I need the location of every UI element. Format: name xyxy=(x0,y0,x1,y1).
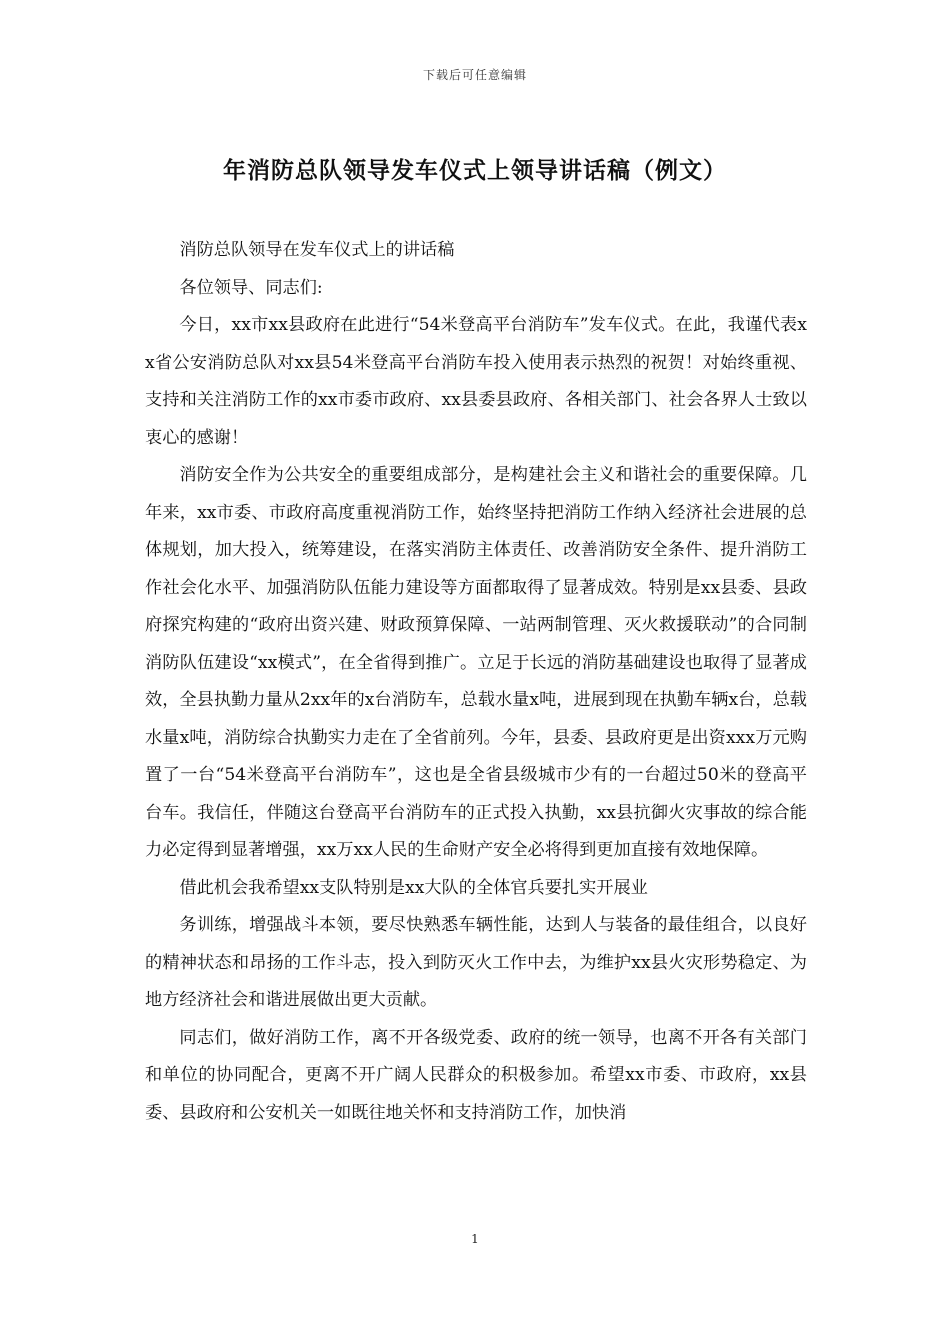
paragraph: 务训练，增强战斗本领，要尽快熟悉车辆性能，达到人与装备的最佳组合，以良好的精神状态和昂扬的工作斗志，投入到防灭火工作中去，为维护xx县火灾形势稳定、为地方经济社会和谐进展做出更大贡献。 xyxy=(145,915,807,1010)
page-number: 1 xyxy=(471,1232,479,1246)
paragraph: 借此机会我希望xx支队特别是xx大队的全体官兵要扎实开展业 xyxy=(179,877,648,898)
paragraph: 同志们，做好消防工作，离不开各级党委、政府的统一领导，也离不开各有关部门和单位的协同配合，更离不开广阔人民群众的积极参加。希望xx市委、市政府，xx县委、县政府和公安机关一如既往地关怀和支持消防工作，加快消 xyxy=(145,1027,807,1123)
document-body xyxy=(145,232,807,1132)
paragraph: 消防安全作为公共安全的重要组成部分，是构建社会主义和谐社会的重要保障。几年来，xx市委、市政府高度重视消防工作，始终坚持把消防工作纳入经济社会进展的总体规划，加大投入，统筹建设，在落实消防主体责任、改善消防安全条件、提升消防工作社会化水平、加强消防队伍能力建设等方面都取得了显著成效。特别是xx县委、县政府探究构建的“政府出资兴建、财政预算保障、一站两制管理、灭火救援联动”的合同制消防队伍建设“xx模式”，在全省得到推广。立足于长远的消防基础建设也取得了显著成效，全县执勤力量从2xx年的x台消防车，总载水量x吨，进展到现在执勤车辆x台，总载水量x吨，消防综合执勤实力走在了全省前列。今年，县委、县政府更是出资xxx万元购置了一台“54米登高平台消防车”，这也是全省县级城市少有的一台超过50米的登高平台车。我信任，伴随这台登高平台消防车的正式投入执勤，xx县抗御火灾事故的综合能力必定得到显著增强，xx万xx人民的生命财产安全必将得到更加直接有效地保障。 xyxy=(145,465,807,860)
document-title: 年消防总队领导发车仪式上领导讲话稿（例文） xyxy=(223,158,727,184)
header-note: 下载后可任意编辑 xyxy=(422,68,527,82)
paragraph: 今日，xx市xx县政府在此进行“54米登高平台消防车”发车仪式。在此，我谨代表xx省公安消防总队对xx县54米登高平台消防车投入使用表示热烈的祝贺！对始终重视、支持和关注消防工作的xx市委市政府、xx县委县政府、各相关部门、社会各界人士致以衷心的感谢！ xyxy=(145,315,807,448)
paragraph-salutation: 各位领导、同志们: xyxy=(179,277,323,298)
paragraph-subtitle: 消防总队领导在发车仪式上的讲话稿 xyxy=(179,240,455,260)
